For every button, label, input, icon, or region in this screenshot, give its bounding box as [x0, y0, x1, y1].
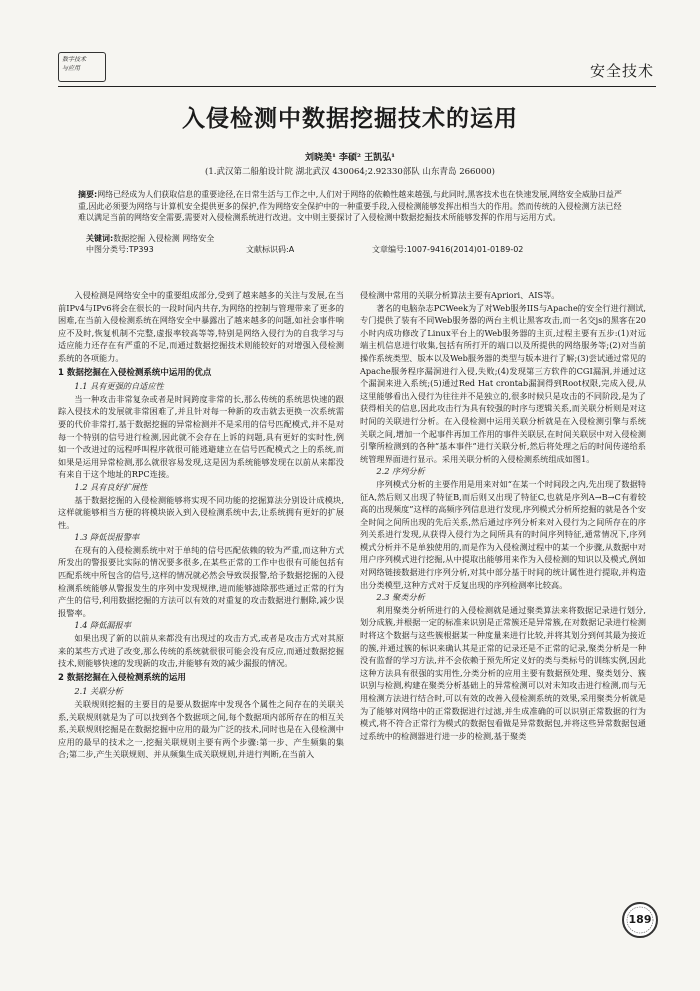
- section-1-heading: 1 数据挖掘在入侵检测系统中运用的优点: [58, 367, 212, 378]
- keywords: [86, 233, 214, 244]
- abstract-text: 网络已经成为人们获取信息的重要途径,在日常生活与工作之中,人们对于网络的依赖性越来越强,与此同时,黑客技术也在快速发展,网络安全威胁日益严重,因此必须要为网络与计算机安全提供更多的保护,作为网络安全保护中的一种重要手段,入侵检测能够发挥出相当大的作用。然而传统的入侵检测方法已经难以满足当前的网络安全需要,需要对入侵检测系统进行改进。文中则主要探讨了入侵检测中数据挖掘技术所能够发挥的作用与运用方式。: [78, 190, 622, 222]
- page-number-seal: [622, 902, 658, 938]
- journal-tab-line1: 数字技术: [62, 56, 87, 63]
- section-2-3-heading: 2.3 聚类分析: [376, 592, 425, 603]
- section-2-heading: 2 数据挖掘在入侵检测系统的运用: [58, 672, 186, 683]
- authors: 刘晓美¹ 李硕² 王凯弘¹: [304, 153, 396, 163]
- section-1-3-paragraph: 在现有的入侵检测系统中对于单纯的信号匹配依赖的较为严重,而这种方式所发出的警报要比实际的情况要多很多,在某些正常的工作中也很有可能包括有匹配系统中所包含的信号,这样的情况就必然会导致误报警,给予数据挖掘的入侵检测系统能够从警报发生的序列中发现规律,进而能够滤除那些通过正常的行为产生的信号,利用数据挖掘的方法可以有效的对重复的攻击数据进行删除,减少误报警率。: [58, 544, 344, 618]
- continued-paragraph: 侵检测中常用的关联分析算法主要有Apriori、AIS等。: [360, 290, 560, 300]
- section-1-1-paragraph: 当一种攻击非常复杂或者是时间跨度非常的长,那么传统的系统思快速的跟踪入侵技术的发展就非常困难了,并且针对每一种新的攻击就去更换一次系统需要的代价非常打,基于数据挖掘的异常检测并不是采用的信号匹配模式,并不是对每一个特别的信号进行检测,因此就不会存在上诉的问题,具有更好的实时性,例如一个改进过的远程呼叫程序就很可能逃避建立在信号匹配模式之上的系统,而如果是运用异常检测,那么就很容易发现,这是因为系统能够发现在以前从来都没有来自于这个地址的RPC连接。: [58, 393, 344, 480]
- keywords-label: 关键词:: [86, 234, 114, 243]
- paper-title: 入侵检测中数据挖掘技术的运用: [182, 105, 518, 132]
- section-2-1-paragraph-2: 著名的电脑杂志PCWeek为了对Web服务IIS与Apache的安全行进行测试,专门提供了装有不同Web服务器的两台主机让黑客攻击,而一名交js的黑客在20小时内成功修改了Linux平台上的Web服务器的主页,过程主要有五步:(1)对远端主机信息进行收集,包括有所打开的端口以及所提供的网络服务等;(2)对当前操作系统类型、版本以及Web服务器的类型与版本进行了解;(3)尝试通过常见的Apache服务程序漏洞进行入侵,失败;(4)发现第三方软件的CGI漏洞,并通过这个漏洞来进入系统;(5)通过Red Hat crontab漏洞得到Root权限,完成入侵,从这里能够看出入侵行为往往并不是独立的,很多时候只是攻击的不同阶段,是为了获得相关的信息,因此攻击行为具有较强的时序与逻辑关系,而关联分析则是对这时间的关联进行分析。在入侵检测中运用关联分析就是在入侵检测引擎与系统关联之间,增加一个起事件再加工作用的事件关联层,在时间关联层中对入侵检测引擎所检测到的各种“基本事件”进行关联分析,然后将处理之后的时间传递给系统管理界面进行显示。采用关联分析的入侵检测系统组成如图1。: [360, 302, 647, 464]
- right-column: [360, 289, 646, 742]
- abstract-label: 摘要:: [78, 190, 98, 199]
- article-number: 文章编号:1007-9416(2014)01-0189-02: [372, 245, 524, 254]
- section-2-1-heading: 2.1 关联分析: [74, 686, 123, 697]
- column-name: 安全技术: [589, 62, 654, 80]
- affiliation: (1.武汉第二船舶设计院 湖北武汉 430064;2.92330部队 山东青岛 266000): [205, 167, 495, 177]
- seal-ring-icon: [624, 904, 656, 936]
- page-number: 189: [628, 913, 652, 926]
- section-1-3-heading: 1.3 降低误报警率: [74, 532, 140, 543]
- section-2-3-paragraph: 利用聚类分析所进行的入侵检测就是通过聚类算法来将数据记录进行划分,划分成簇,并根据一定的标准来识别是正常簇还是异常簇,在对数据记录进行检测时将这个数据与这些簇根据某一种度量来进行比较,并将其划分到何其最为接近的簇,并通过簇的标识来确认其是正常的记录还是不正常的记录,聚类分析是一种没有监督的学习方法,并不会依赖于预先所定义好的类与类标号的训练实例,因此这种方法具有很强的实用性,分类分析的应用主要有数据预处理、聚类划分、簇识别与检测,构建在聚类分析基础上的异常检测可以对未知攻击进行检测,而与无用检测方法进行结合时,可以有效的改善入侵检测系统的效果,采用聚类分析就是为了能够对网络中的正常数据进行过滤,并生成准确的可以识别正常数据的行为模式,将不符合正常行为模式的数据包看做是异常数据包,并将这些异常数据包通过系统中的检测器进行进一步的检测,基于聚类: [360, 604, 646, 741]
- section-1-1-heading: 1.1 具有更强的自适应性: [74, 381, 164, 392]
- intro-paragraph: 入侵检测是网络安全中的重要组成部分,受到了越来越多的关注与发展,在当前IPv4与IPv6将会在很长的一段时间内共存,为网络的控制与管理带来了更多的困难,在当前入侵检测系统在网络安全中暴露出了越来越多的问题,如社会事件响应不及时,恢复机制不完整,虚报率较高等等,特别是网络入侵行为的自我学习与适应能力还存在有严重的不足,而通过数据挖掘技术则能较好的对增强入侵检测系统的各项能力。: [58, 290, 344, 363]
- header-rule: [58, 86, 656, 87]
- doc-code: 文献标识码:A: [246, 245, 295, 254]
- abstract: [78, 189, 628, 224]
- section-1-2-paragraph: 基于数据挖掘的入侵检测能够将实现不同功能的挖掘算法分别设计成模块,这样就能够相当方便的将模块嵌入到入侵检测系统中去,让系统拥有更好的扩展性。: [58, 494, 344, 530]
- clc-number: 中图分类号:TP393: [86, 245, 154, 254]
- journal-tab: [58, 52, 106, 82]
- keywords-text: 数据挖掘 入侵检测 网络安全: [113, 234, 215, 243]
- section-1-4-heading: 1.4 降低漏报率: [74, 620, 131, 631]
- section-2-2-paragraph: 序列模式分析的主要作用是用来对如“在某一个时间段之内,先出现了数据特征A,然后则又出现了特征B,而后则又出现了特征C,也就是序列A→B→C有着较高的出现频度”这样的高频序列信息进行发现,序列模式分析所挖掘的就是各个安全时间之间所出现的先后关系,然后通过序列分析来对入侵行为之间所存在的序列关系进行发现,从获得入侵行为之间所具有的时间序列特征,通常情况下,序列模式分析并不是单独使用的,而是作为入侵检测过程中的某一个步骤,从数据中对用户序列模式进行挖掘,从中提取出能够用来作为入侵检测的知识以及模式,例如对网络链接数据进行序列分析,对其中部分基于时间的统计属性进行提取,并构造出分类模型,这种方式对于反复出现的序列检测率比较高。: [360, 478, 646, 590]
- section-2-1-paragraph: 关联规则挖掘的主要目的是要从数据库中发现各个属性之间存在的关联关系,关联规则就是为了可以找到各个数据项之间,每个数据项内部所存在的相互关系,关联规则挖掘是在数据挖掘中应用的最为广泛的技术,同时也是在入侵检测中应用的最早的技术之一,挖掘关联规则主要有两个步骤:第一步、产生频集的集合;第二步,产生关联规则、并从频集生成关联规则,并进行判断,在当前入: [58, 699, 344, 760]
- section-2-2-heading: 2.2 序列分析: [376, 466, 425, 477]
- journal-tab-line2: 与应用: [62, 65, 81, 72]
- section-1-2-heading: 1.2 具有良好扩展性: [74, 481, 148, 492]
- section-1-4-paragraph: 如果出现了新的以前从来都没有出现过的攻击方式,或者是攻击方式对其原来的某些方式进了改变,那么传统的系统就很很可能会没有反应,而通过数据挖掘技术,则能够快速的发现新的攻击,并能够有效的减少漏报的情况。: [58, 633, 344, 669]
- left-column: [58, 289, 344, 761]
